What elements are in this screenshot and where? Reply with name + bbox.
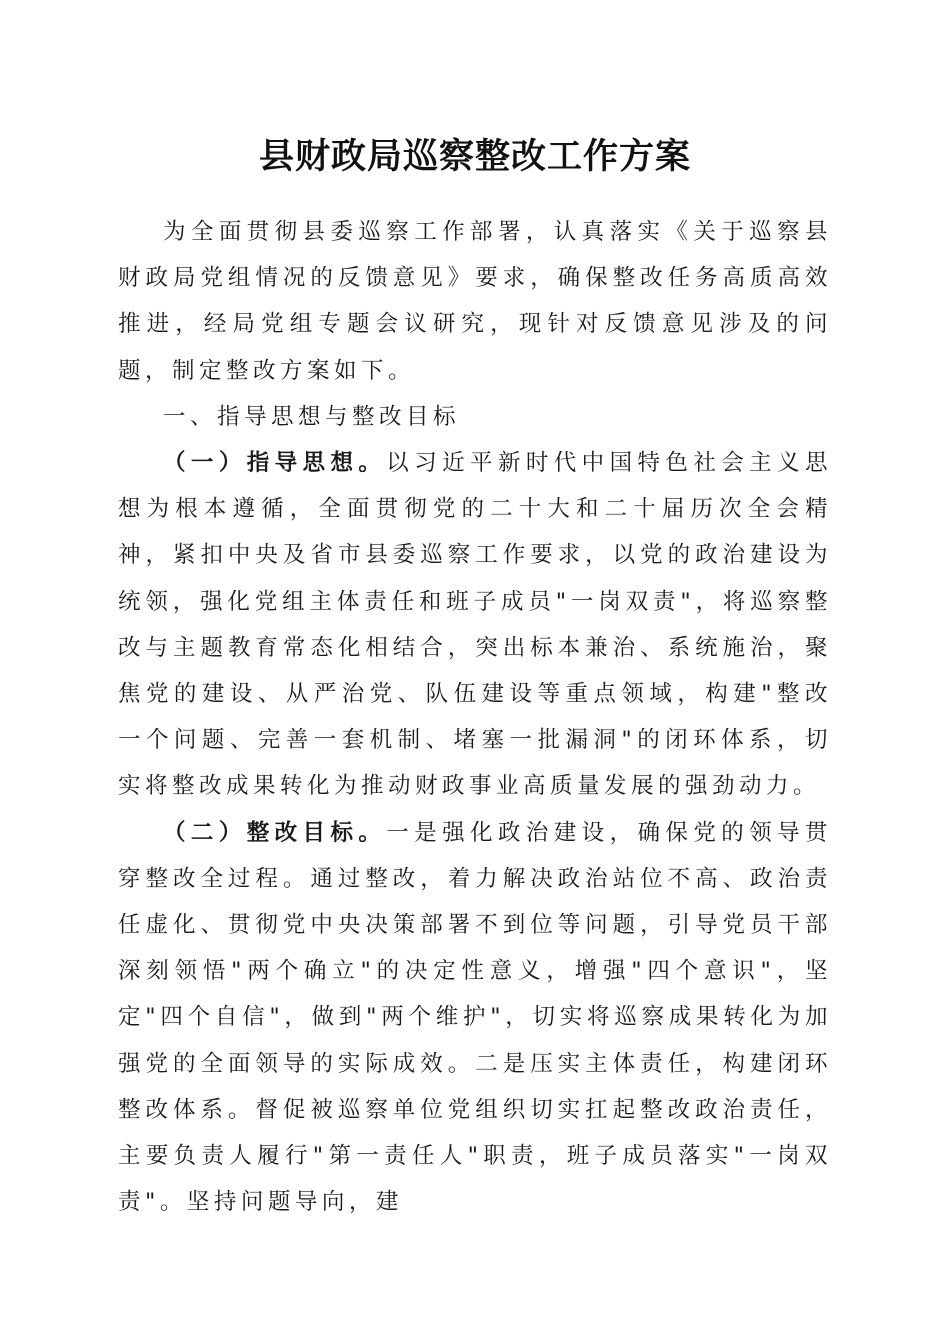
section-1-heading: 一、指导思想与整改目标	[163, 403, 461, 430]
guiding-thought-paragraph	[118, 440, 832, 810]
intro-paragraph: 为全面贯彻县委巡察工作部署，认真落实《关于巡察县财政局党组情况的反馈意见》要求，确保整改任务高质高效推进，经局党组专题会议研究，现针对反馈意见涉及的问题，制定整改方案如下。	[118, 219, 832, 384]
rectification-goals-text: 一是强化政治建设，确保党的领导贯穿整改全过程。通过整改，着力解决政治站位不高、政治责任虚化、贯彻党中央决策部署不到位等问题，引导党员干部深刻领悟"两个确立"的决定性意义，增强"四个意识"，坚定"四个自信"，做到"两个维护"，切实将巡察成果转化为加强党的全面领导的实际成效。二是压实主体责任，构建闭环整改体系。督促被巡察单位党组织切实扛起整改政治责任，主要负责人履行"第一责任人"职责，班子成员落实"一岗双责"。坚持问题导向，建	[118, 819, 832, 1216]
document-title: 县财政局巡察整改工作方案	[258, 136, 691, 177]
guiding-thought-text: 以习近平新时代中国特色社会主义思想为根本遵循，全面贯彻党的二十大和二十届历次全会精神，紧扣中央及省市县委巡察工作要求，以党的政治建设为统领，强化党组主体责任和班子成员"一岗双责"，将巡察整改与主题教育常态化相结合，突出标本兼治、系统施治，聚焦党的建设、从严治党、队伍建设等重点领域，构建"整改一个问题、完善一套机制、堵塞一批漏洞"的闭环体系，切实将整改成果转化为推动财政事业高质量发展的强劲动力。	[118, 450, 832, 800]
document-body	[118, 209, 832, 1225]
guiding-thought-label: （一）指导思想。	[163, 450, 387, 477]
rectification-goals-label: （二）整改目标。	[163, 819, 387, 846]
rectification-goals-paragraph	[118, 810, 832, 1226]
